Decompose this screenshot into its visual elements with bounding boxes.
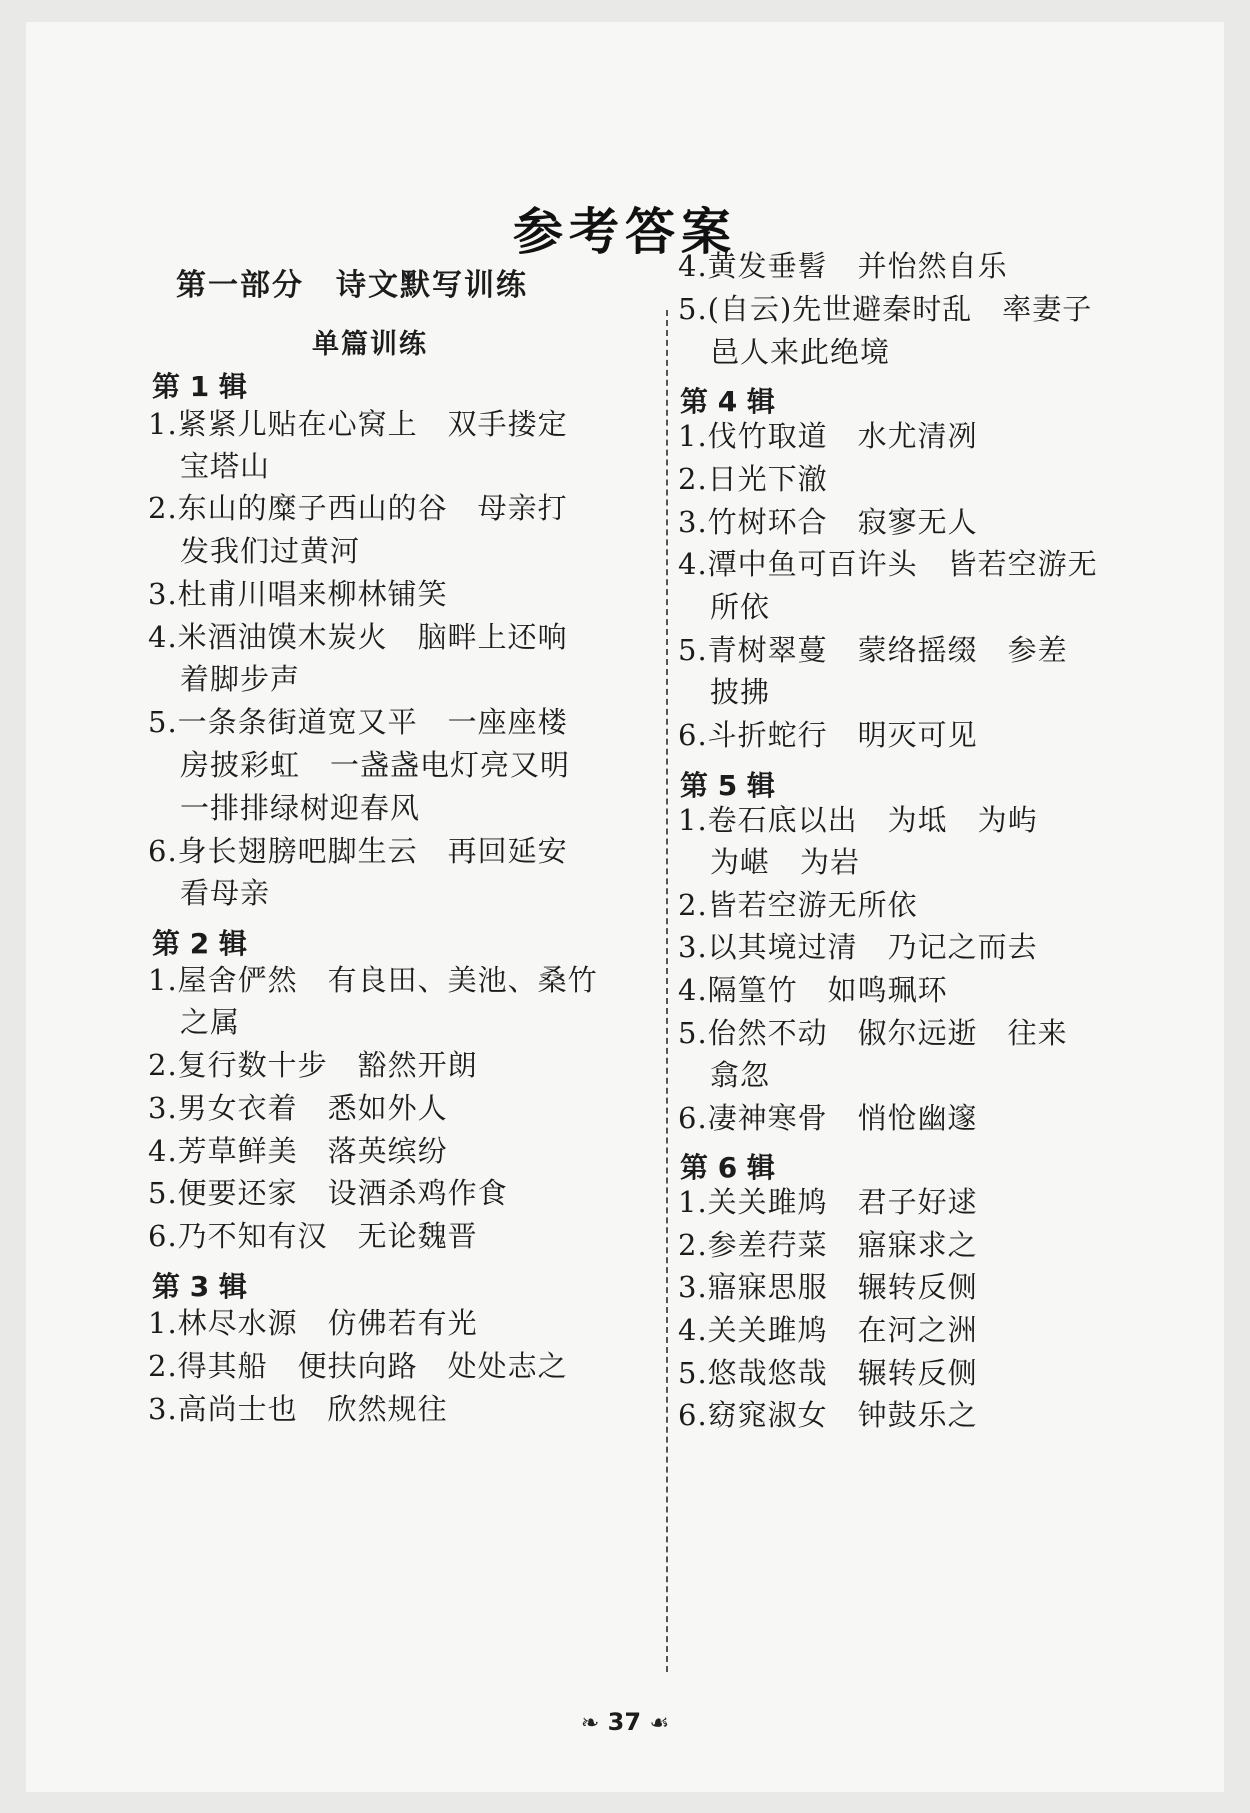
- answer-line: 1.卷石底以出 为坻 为屿: [678, 803, 1038, 837]
- answer-line: 1.伐竹取道 水尤清冽: [678, 419, 978, 453]
- page-footer: [26, 1708, 1224, 1736]
- answer-line: 2.东山的糜子西山的谷 母亲打: [148, 491, 568, 525]
- answer-line: 5.一条条街道宽又平 一座座楼: [148, 705, 568, 739]
- section-label-1: 第 1 辑: [152, 370, 247, 403]
- answer-line: 2.皆若空游无所依: [678, 888, 918, 922]
- answer-line: 4.黄发垂髫 并怡然自乐: [678, 249, 1008, 283]
- answer-line: 翕忽: [710, 1058, 771, 1092]
- answer-line: 5.佁然不动 俶尔远逝 往来: [678, 1016, 1068, 1050]
- page-title: 参考答案: [513, 203, 737, 261]
- column-divider: [666, 310, 668, 1672]
- answer-line: 2.复行数十步 豁然开朗: [148, 1048, 478, 1082]
- section-label-5: 第 5 辑: [680, 769, 775, 802]
- answer-line: 6.斗折蛇行 明灭可见: [678, 718, 978, 752]
- answer-line: 宝塔山: [180, 449, 271, 483]
- answer-line: 4.米酒油馍木炭火 脑畔上还响: [148, 620, 568, 654]
- part-heading: 第一部分 诗文默写训练: [176, 268, 528, 303]
- answer-line: 6.身长翅膀吧脚生云 再回延安: [148, 834, 568, 868]
- answer-line: 5.青树翠蔓 蒙络摇缀 参差: [678, 633, 1068, 667]
- answer-line: 6.窈窕淑女 钟鼓乐之: [678, 1398, 978, 1432]
- left-ornament-icon: ❧: [580, 1711, 600, 1736]
- answer-line: 6.乃不知有汉 无论魏晋: [148, 1219, 478, 1253]
- answer-line: 1.紧紧儿贴在心窝上 双手搂定: [148, 407, 568, 441]
- answer-line: 4.芳草鲜美 落英缤纷: [148, 1134, 448, 1168]
- answer-line: 之属: [180, 1005, 241, 1039]
- answer-line: 3.以其境过清 乃记之而去: [678, 930, 1038, 964]
- answer-line: 2.得其船 便扶向路 处处志之: [148, 1349, 568, 1383]
- right-ornament-icon: ☙: [649, 1711, 670, 1736]
- answer-line: 一排排绿树迎春风: [180, 791, 421, 825]
- answer-line: 1.屋舍俨然 有良田、美池、桑竹: [148, 963, 598, 997]
- answer-line: 5.悠哉悠哉 辗转反侧: [678, 1356, 978, 1390]
- answer-line: 1.关关雎鸠 君子好逑: [678, 1185, 978, 1219]
- section-label-6: 第 6 辑: [680, 1151, 775, 1184]
- answer-line: 2.日光下澈: [678, 462, 828, 496]
- answer-line: 披拂: [710, 675, 771, 709]
- answer-line: 发我们过黄河: [180, 534, 361, 568]
- answer-line: 为嵁 为岩: [710, 845, 861, 879]
- answer-line: 4.隔篁竹 如鸣珮环: [678, 973, 948, 1007]
- answer-line: 房披彩虹 一盏盏电灯亮又明: [180, 748, 571, 782]
- answer-line: 3.竹树环合 寂寥无人: [678, 505, 978, 539]
- section-label-4: 第 4 辑: [680, 385, 775, 418]
- section-label-2: 第 2 辑: [152, 927, 247, 960]
- answer-line: 3.男女衣着 悉如外人: [148, 1091, 448, 1125]
- answer-line: 邑人来此绝境: [710, 335, 891, 369]
- answer-line: 2.参差荇菜 寤寐求之: [678, 1228, 978, 1262]
- answer-line: 4.关关雎鸠 在河之洲: [678, 1313, 978, 1347]
- answer-line: 3.杜甫川唱来柳林铺笑: [148, 577, 448, 611]
- answer-line: 1.林尽水源 仿佛若有光: [148, 1306, 478, 1340]
- answer-line: 所依: [710, 590, 771, 624]
- answer-line: 看母亲: [180, 876, 271, 910]
- sub-heading: 单篇训练: [312, 329, 428, 360]
- answer-line: 4.潭中鱼可百许头 皆若空游无: [678, 547, 1098, 581]
- page-number: 37: [607, 1708, 642, 1736]
- answer-line: 3.高尚士也 欣然规往: [148, 1392, 448, 1426]
- answer-page: [26, 22, 1224, 1792]
- answer-line: 着脚步声: [180, 662, 301, 696]
- section-label-3: 第 3 辑: [152, 1270, 247, 1303]
- answer-line: 3.寤寐思服 辗转反侧: [678, 1270, 978, 1304]
- answer-line: 6.凄神寒骨 悄怆幽邃: [678, 1101, 978, 1135]
- answer-line: 5.(自云)先世避秦时乱 率妻子: [678, 292, 1093, 326]
- answer-line: 5.便要还家 设酒杀鸡作食: [148, 1176, 508, 1210]
